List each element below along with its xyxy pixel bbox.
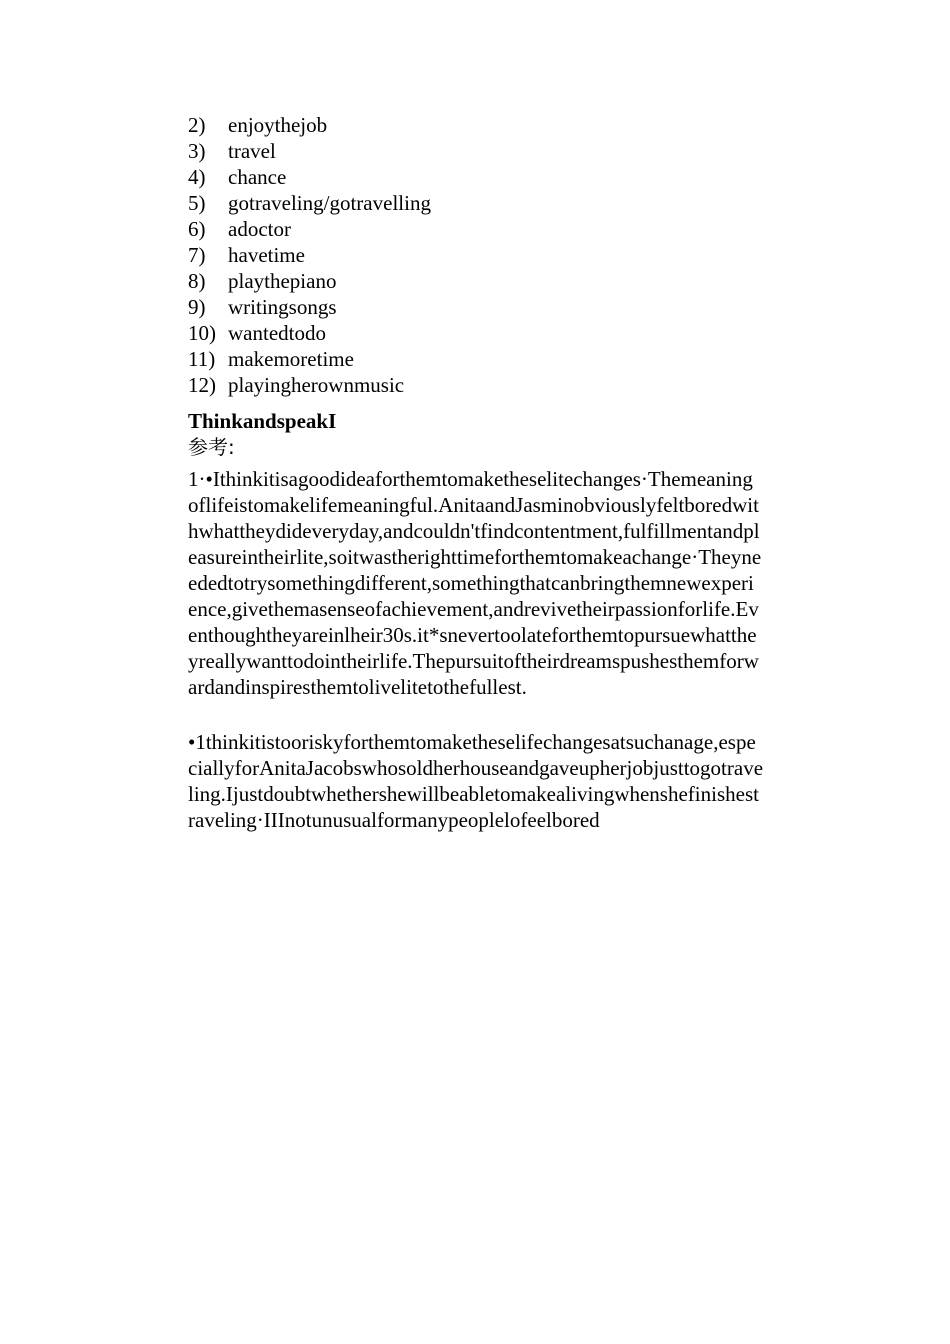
answer-number: 2) [188, 113, 206, 137]
answer-item [188, 294, 763, 320]
answer-text: wantedtodo [228, 321, 326, 345]
answer-number: 6) [188, 217, 206, 241]
answer-text: playingherownmusic [228, 373, 405, 397]
answer-number: 9) [188, 295, 206, 319]
answer-text: gotraveling/gotravelling [228, 191, 431, 215]
answer-text: makemoretime [228, 347, 354, 371]
section-heading: ThinkandspeakI [188, 409, 337, 433]
answer-text: writingsongs [228, 295, 337, 319]
answer-paragraph-1: 1·•Ithinkitisagoodideaforthemtomaketheselitechanges·Themeaningoflifeistomakelifemeaningful.AnitaandJasminobviouslyfeltboredwithwhattheydideveryday,andcouldn'tfindcontentment,fulfillmentandpleasureintheirlite,soitwastherighttimeforthemtomakeachange·Theyneededtotrysomethingdifferent,somethingthatcanbringthemnewexperience,givethemasenseofachievement,andrevivetheirpassionforlife.Eventhoughtheyareinlheir30s.it*snevertoolateforthemtopursuewhattheyreallywanttodointheirlife.Thepursuitoftheirdreamspushesthemforwardandinspiresthemtolivelitetothefullest. [188, 467, 762, 699]
answer-item [188, 268, 763, 294]
answer-number: 11) [188, 347, 216, 371]
document-page [188, 112, 763, 833]
answer-number: 4) [188, 165, 206, 189]
answer-number: 8) [188, 269, 206, 293]
answer-number: 5) [188, 191, 206, 215]
answer-item [188, 112, 763, 138]
answer-number: 10) [188, 321, 216, 345]
answer-item [188, 164, 763, 190]
answer-text: chance [228, 165, 287, 189]
answer-list [188, 112, 763, 398]
answer-number: 7) [188, 243, 206, 267]
answer-item [188, 138, 763, 164]
answer-text: travel [228, 139, 276, 163]
answer-item [188, 320, 763, 346]
answer-paragraph-2: •1thinkitistooriskyforthemtomaketheselifechangesatsuchanage,especiallyforAnitaJacobswhosoldherhouseandgaveupherjobjusttogotraveling.Ijustdoubtwhethershewillbeabletomakealivingwhenshefinishestraveling·IIInotunusualformanypeoplelofeelbored [188, 730, 764, 832]
answer-number: 12) [188, 373, 216, 397]
answer-text: enjoythejob [228, 113, 328, 137]
answer-text: adoctor [228, 217, 291, 241]
answer-item [188, 216, 763, 242]
answer-number: 3) [188, 139, 206, 163]
answer-item [188, 372, 763, 398]
answer-item [188, 190, 763, 216]
answer-item [188, 346, 763, 372]
reference-label: 参考: [188, 435, 235, 459]
answer-text: havetime [228, 243, 305, 267]
answer-item [188, 242, 763, 268]
answer-text: playthepiano [228, 269, 337, 293]
